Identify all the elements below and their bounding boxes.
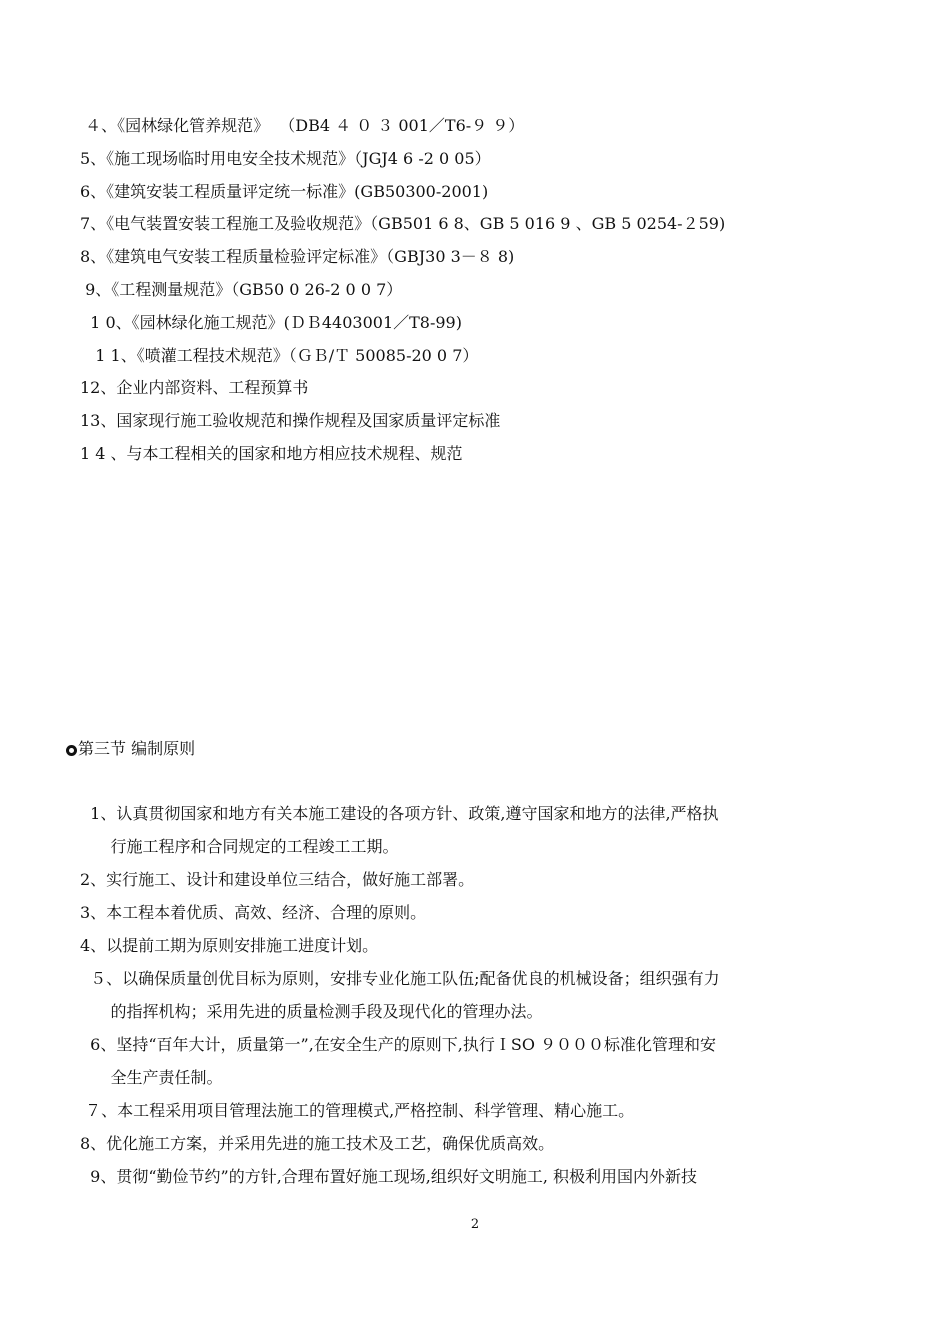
reference-item: 1 0、《园林绿化施工规范》(ＤＢ4403001／T8-99) bbox=[80, 313, 462, 332]
reference-item: 6、《建筑安装工程质量评定统一标准》(GB50300-2001) bbox=[80, 182, 489, 201]
reference-item: 1 1、《喷灌工程技术规范》（ＧＢ/Ｔ 50085-20 0 7） bbox=[80, 346, 479, 365]
principle-line: 6、坚持“百年大计，质量第一”,在安全生产的原则下,执行ＩSO ９０００标准化管理和安 bbox=[80, 1035, 717, 1054]
page-number: 2 bbox=[470, 1217, 480, 1232]
heading-bullet-icon bbox=[66, 745, 77, 756]
section-title: 第三节 编制原则 bbox=[78, 739, 196, 758]
reference-item: 8、《建筑电气安装工程质量检验评定标准》（GBJ30 3－８ 8) bbox=[80, 247, 515, 266]
reference-item: 12、企业内部资料、工程预算书 bbox=[80, 378, 309, 397]
principle-line: 8、优化施工方案，并采用先进的施工技术及工艺，确保优质高效。 bbox=[80, 1134, 555, 1153]
reference-item: ４、《园林绿化管养规范》 （DB4 ４ ０ ３ 001／T6-９ ９） bbox=[80, 116, 525, 135]
reference-item: 7、《电气装置安装工程施工及验收规范》（GB501 6 8、GB 5 016 9 、GB 5 0254-２59) bbox=[80, 214, 726, 233]
principle-line: ５、以确保质量创优目标为原则，安排专业化施工队伍;配备优良的机械设备；组织强有力 bbox=[80, 969, 720, 988]
reference-item: 13、国家现行施工验收规范和操作规程及国家质量评定标准 bbox=[80, 411, 501, 430]
principle-line: 1、认真贯彻国家和地方有关本施工建设的各项方针、政策,遵守国家和地方的法律,严格执 bbox=[80, 804, 719, 823]
principle-line: 4、以提前工期为原则安排施工进度计划。 bbox=[80, 936, 379, 955]
reference-item: 5、《施工现场临时用电安全技术规范》（JGJ4 6 -2 0 05） bbox=[80, 149, 491, 168]
principle-line: 2、实行施工、设计和建设单位三结合，做好施工部署。 bbox=[80, 870, 475, 889]
principle-line: ７、本工程采用项目管理法施工的管理模式,严格控制、科学管理、精心施工。 bbox=[80, 1101, 635, 1120]
reference-item: 1 4 、与本工程相关的国家和地方相应技术规程、规范 bbox=[80, 444, 463, 463]
reference-item: 9、《工程测量规范》（GB50 0 26-2 0 0 7） bbox=[80, 280, 403, 299]
principle-line: 3、本工程本着优质、高效、经济、合理的原则。 bbox=[80, 903, 427, 922]
principle-line: 行施工程序和合同规定的工程竣工工期。 bbox=[80, 837, 399, 856]
principle-line: 的指挥机构；采用先进的质量检测手段及现代化的管理办法。 bbox=[80, 1002, 543, 1021]
principle-line: 全生产责任制。 bbox=[80, 1068, 223, 1087]
principle-line: 9、贯彻“勤俭节约”的方针,合理布置好施工现场,组织好文明施工, 积极利用国内外新技 bbox=[80, 1167, 698, 1186]
